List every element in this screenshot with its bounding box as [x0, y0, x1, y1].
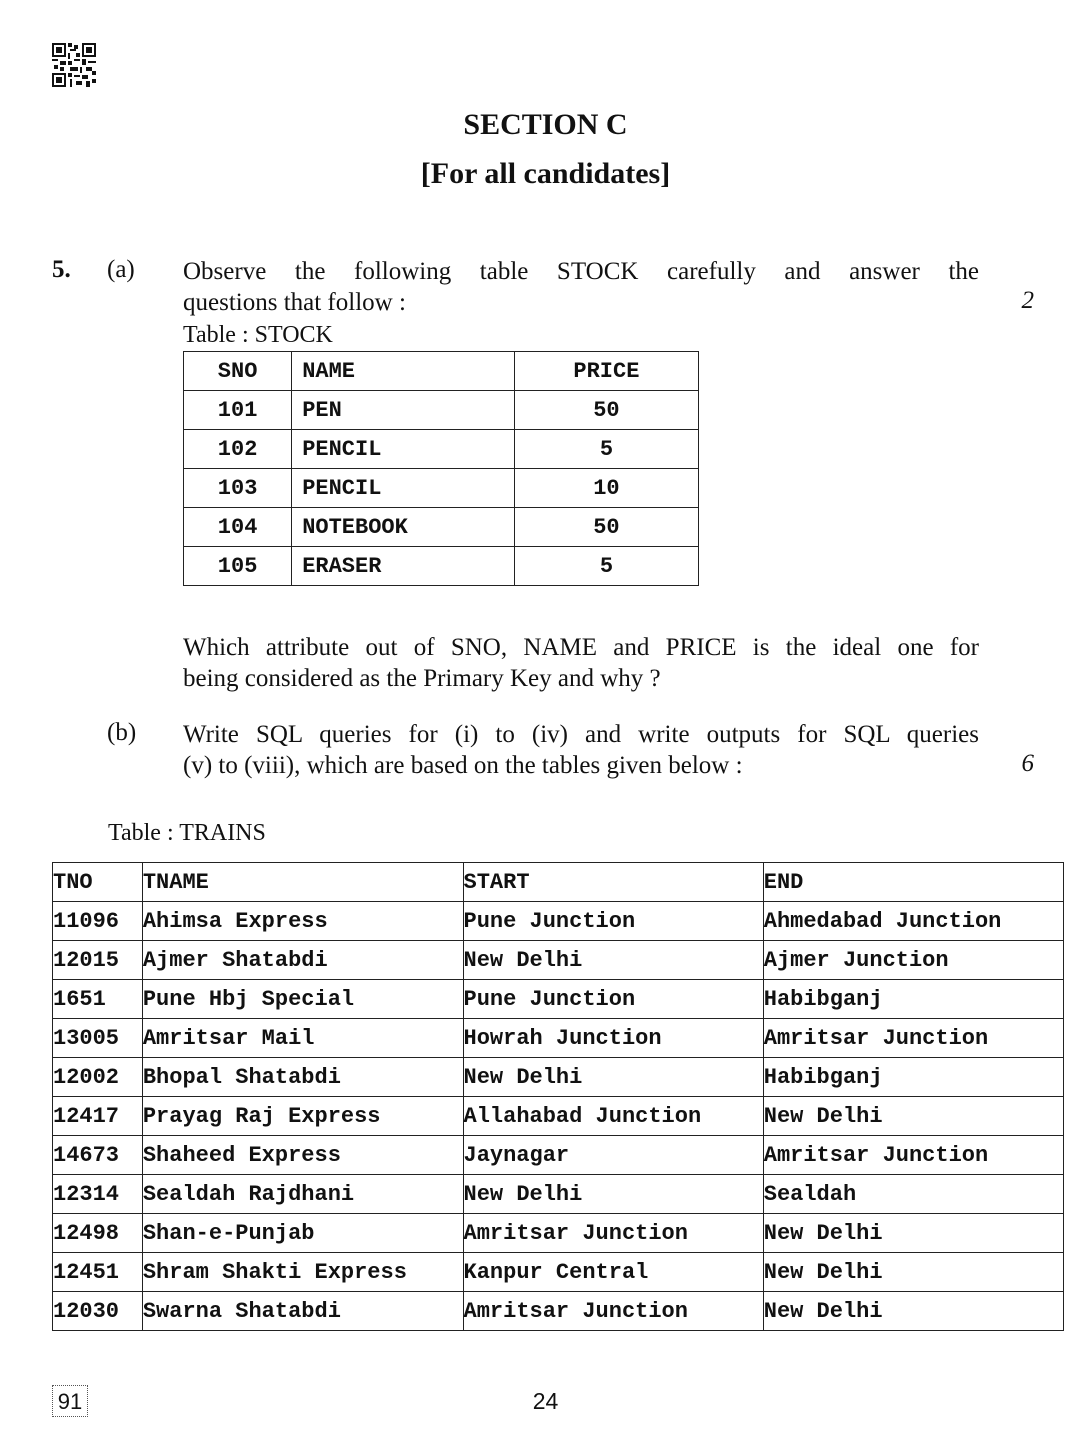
table-cell: 12498 [53, 1214, 143, 1253]
table-cell: Bhopal Shatabdi [142, 1058, 463, 1097]
column-header: TNO [53, 863, 143, 902]
table-row [53, 1058, 1064, 1097]
table-cell: Pune Junction [463, 980, 763, 1019]
table-cell: NOTEBOOK [292, 508, 515, 547]
table-cell: Shaheed Express [142, 1136, 463, 1175]
table-cell: New Delhi [463, 1058, 763, 1097]
table-row [53, 902, 1064, 941]
column-header: END [763, 863, 1063, 902]
table-cell: PENCIL [292, 469, 515, 508]
table-cell: 12015 [53, 941, 143, 980]
section-title: SECTION C [463, 108, 628, 141]
column-header: PRICE [514, 352, 698, 391]
page-number: 24 [532, 1388, 559, 1414]
table-row [53, 980, 1064, 1019]
table-cell: Habibganj [763, 980, 1063, 1019]
table-cell: Amritsar Junction [463, 1214, 763, 1253]
table-cell: Swarna Shatabdi [142, 1292, 463, 1331]
stock-table [183, 351, 699, 586]
table-row [184, 391, 699, 430]
table-cell: 50 [514, 391, 698, 430]
table-cell: Amritsar Junction [763, 1136, 1063, 1175]
table-row [53, 1175, 1064, 1214]
part-a-followup [183, 632, 979, 694]
table-cell: New Delhi [763, 1292, 1063, 1331]
part-b-marks: 6 [1021, 750, 1034, 777]
part-a-intro-line-1: Observe the following table STOCK carefully and answer the [183, 258, 979, 285]
table-cell: 101 [184, 391, 292, 430]
qr-code-icon [52, 43, 96, 87]
table-cell: Sealdah [763, 1175, 1063, 1214]
table-cell: Ahimsa Express [142, 902, 463, 941]
table-cell: Prayag Raj Express [142, 1097, 463, 1136]
part-a-intro [183, 256, 979, 318]
table-cell: Ahmedabad Junction [763, 902, 1063, 941]
table-cell: 105 [184, 547, 292, 586]
column-header: SNO [184, 352, 292, 391]
column-header: TNAME [142, 863, 463, 902]
table-cell: PENCIL [292, 430, 515, 469]
trains-table-caption: Table : TRAINS [108, 820, 266, 846]
table-cell: Sealdah Rajdhani [142, 1175, 463, 1214]
table-cell: 12002 [53, 1058, 143, 1097]
table-cell: 5 [514, 547, 698, 586]
column-header: NAME [292, 352, 515, 391]
table-cell: New Delhi [763, 1097, 1063, 1136]
table-row [53, 1097, 1064, 1136]
table-cell: 104 [184, 508, 292, 547]
table-cell: New Delhi [463, 1175, 763, 1214]
footer-code: 91 [52, 1385, 88, 1417]
table-cell: Amritsar Mail [142, 1019, 463, 1058]
part-b-line-1: Write SQL queries for (i) to (iv) and write outputs for SQL queries [183, 721, 979, 748]
part-a-followup-line-1: Which attribute out of SNO, NAME and PRICE is the ideal one for [183, 634, 979, 661]
table-cell: 14673 [53, 1136, 143, 1175]
table-cell: Habibganj [763, 1058, 1063, 1097]
table-cell: Ajmer Shatabdi [142, 941, 463, 980]
table-cell: Ajmer Junction [763, 941, 1063, 980]
table-cell: Pune Hbj Special [142, 980, 463, 1019]
question-number: 5. [52, 256, 71, 283]
trains-table [52, 862, 1064, 1331]
table-cell: Amritsar Junction [763, 1019, 1063, 1058]
table-cell: 11096 [53, 902, 143, 941]
table-cell: 5 [514, 430, 698, 469]
table-row [184, 508, 699, 547]
table-cell: Jaynagar [463, 1136, 763, 1175]
table-cell: 50 [514, 508, 698, 547]
table-cell: 102 [184, 430, 292, 469]
part-a-followup-line-2: being considered as the Primary Key and why ? [183, 665, 661, 692]
part-a-label: (a) [107, 256, 135, 283]
table-cell: 12451 [53, 1253, 143, 1292]
table-row [53, 1214, 1064, 1253]
table-row [184, 469, 699, 508]
part-b-label: (b) [107, 719, 137, 746]
part-b-instructions [183, 719, 979, 781]
section-subtitle: [For all candidates] [420, 157, 671, 190]
column-header: START [463, 863, 763, 902]
table-header-row [53, 863, 1064, 902]
table-cell: New Delhi [763, 1214, 1063, 1253]
table-cell: New Delhi [463, 941, 763, 980]
table-cell: Shan-e-Punjab [142, 1214, 463, 1253]
part-a-marks: 2 [1021, 287, 1034, 314]
table-cell: 12417 [53, 1097, 143, 1136]
table-cell: Allahabad Junction [463, 1097, 763, 1136]
table-cell: Pune Junction [463, 902, 763, 941]
table-row [184, 547, 699, 586]
table-cell: Shram Shakti Express [142, 1253, 463, 1292]
table-row [53, 1136, 1064, 1175]
table-header-row [184, 352, 699, 391]
table-cell: 1651 [53, 980, 143, 1019]
part-a-intro-line-2: questions that follow : [183, 289, 406, 316]
table-cell: Howrah Junction [463, 1019, 763, 1058]
table-cell: Amritsar Junction [463, 1292, 763, 1331]
table-cell: PEN [292, 391, 515, 430]
table-row [53, 1292, 1064, 1331]
table-cell: New Delhi [763, 1253, 1063, 1292]
table-row [53, 941, 1064, 980]
part-b-line-2: (v) to (viii), which are based on the tables given below : [183, 752, 743, 779]
table-row [184, 430, 699, 469]
table-cell: 13005 [53, 1019, 143, 1058]
table-cell: 10 [514, 469, 698, 508]
table-row [53, 1019, 1064, 1058]
table-cell: ERASER [292, 547, 515, 586]
table-cell: 12030 [53, 1292, 143, 1331]
table-cell: 12314 [53, 1175, 143, 1214]
table-row [53, 1253, 1064, 1292]
stock-table-caption: Table : STOCK [183, 322, 333, 348]
table-cell: 103 [184, 469, 292, 508]
table-cell: Kanpur Central [463, 1253, 763, 1292]
